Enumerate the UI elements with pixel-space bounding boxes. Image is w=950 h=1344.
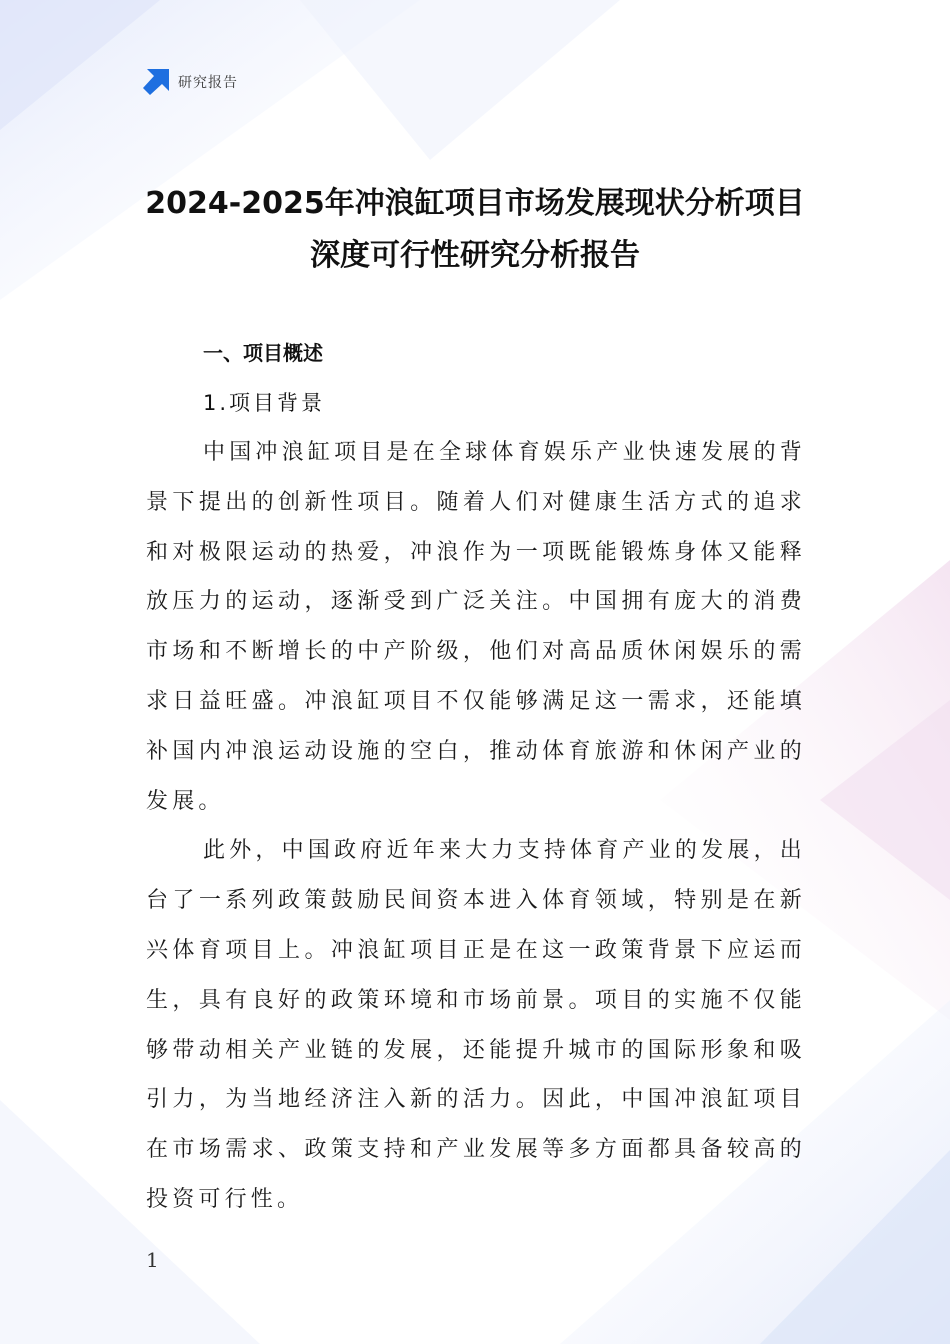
- arrow-up-right-icon: [143, 69, 169, 95]
- document-title: [100, 178, 850, 282]
- report-header: [143, 68, 238, 96]
- section-heading: 一、项目概述: [203, 341, 323, 365]
- page-number: 1: [146, 1248, 159, 1272]
- body-paragraph-2: 此外，中国政府近年来大力支持体育产业的发展，出台了一系列政策鼓励民间资本进入体育领域，特别是在新兴体育项目上。冲浪缸项目正是在这一政策背景下应运而生，具有良好的政策环境和市场前景。项目的实施不仅能够带动相关产业链的发展，还能提升城市的国际形象和吸引力，为当地经济注入新的活力。因此，中国冲浪缸项目在市场需求、政策支持和产业发展等多方面都具备较高的投资可行性。: [146, 838, 806, 1212]
- report-type-label: 研究报告: [178, 75, 238, 91]
- document-body: [146, 328, 806, 1225]
- subsection-heading: 1.项目背景: [203, 391, 326, 415]
- title-line-1: 2024-2025年冲浪缸项目市场发展现状分析项目: [145, 186, 805, 221]
- body-paragraph-1: 中国冲浪缸项目是在全球体育娱乐产业快速发展的背景下提出的创新性项目。随着人们对健康生活方式的追求和对极限运动的热爱，冲浪作为一项既能锻炼身体又能释放压力的运动，逐渐受到广泛关注。中国拥有庞大的消费市场和不断增长的中产阶级，他们对高品质休闲娱乐的需求日益旺盛。冲浪缸项目不仅能够满足这一需求，还能填补国内冲浪运动设施的空白，推动体育旅游和休闲产业的发展。: [146, 440, 806, 814]
- title-line-2: 深度可行性研究分析报告: [310, 238, 640, 273]
